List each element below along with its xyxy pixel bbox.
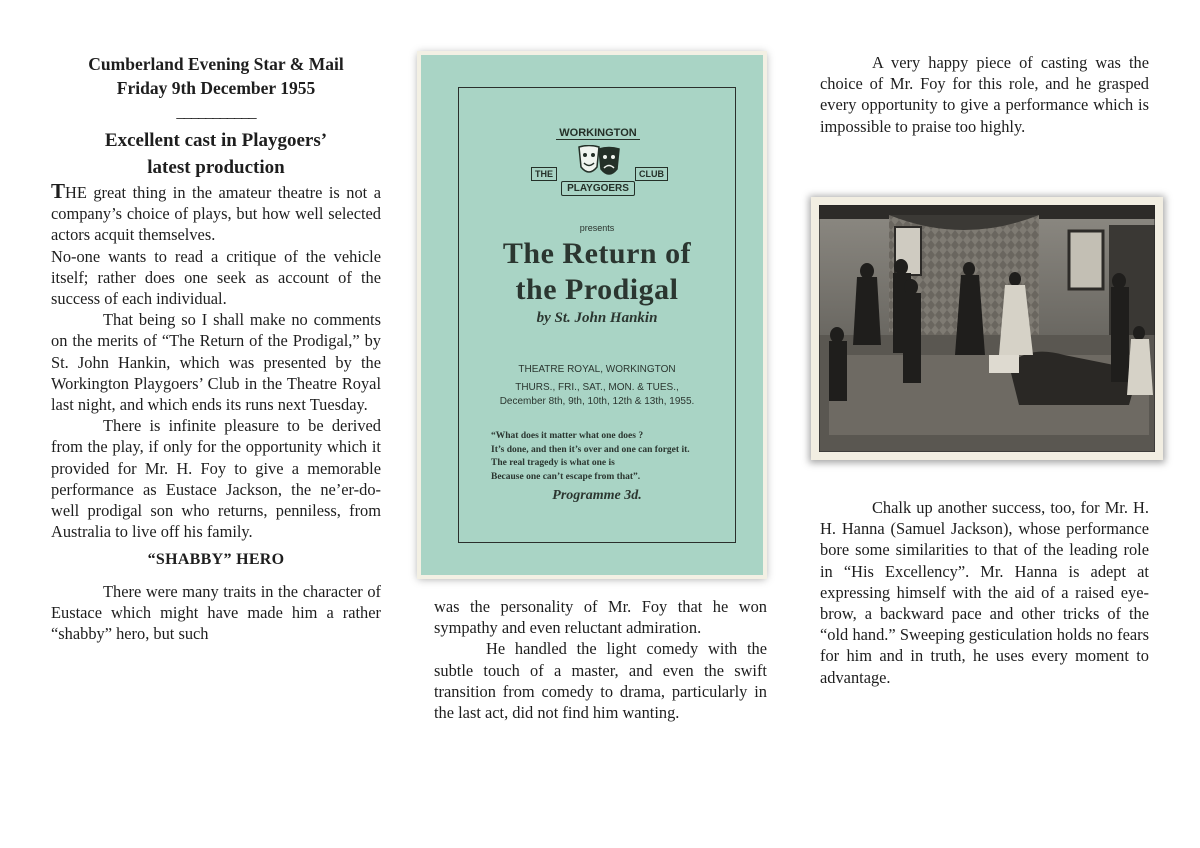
paragraph-7: He handled the light comedy with the subtle touch of a master, and even the swift transition from comedy to drama, particularly in the last act, did not find him wanting.	[434, 639, 767, 723]
programme-quote-line-3: The real tragedy is what one is	[491, 458, 615, 468]
article-column-3-top	[820, 52, 1149, 137]
programme-author: by St. John Hankin	[536, 310, 658, 326]
paragraph-4: There is infinite pleasure to be derived from the play, if only for the opportunity which it provided for Mr. H. Foy to give a memorable performance as Eustace Jackson, the ne’er-do-well prodigal son who returns, penniless, from Australia to live off his family.	[51, 416, 381, 542]
article-column-3-bottom	[820, 497, 1149, 688]
stage-production-photograph	[811, 197, 1163, 460]
programme-quote-line-1: “What does it matter what one does ?	[491, 431, 644, 441]
logo-the-text: THE	[531, 167, 557, 181]
programme-quote-line-2: It’s done, and then it’s over and one can forget it.	[491, 444, 690, 455]
logo-club-text: CLUB	[635, 167, 668, 181]
article-column-2	[434, 596, 767, 723]
playgoers-club-logo	[535, 125, 664, 223]
programme-border-frame	[458, 87, 736, 543]
programme-cover-image	[421, 55, 763, 575]
programme-title-line-1: The Return of	[502, 237, 692, 270]
programme-dates-line-2: December 8th, 9th, 10th, 12th & 13th, 1955.	[499, 396, 695, 407]
headline-line-1: Excellent cast in Playgoers’	[104, 130, 328, 151]
programme-title	[459, 236, 735, 308]
drop-cap: T	[51, 179, 66, 203]
programme-price: Programme 3d.	[552, 488, 642, 503]
programme-title-line-2: the Prodigal	[515, 273, 679, 306]
headline-line-2: latest production	[147, 157, 285, 178]
programme-quote	[491, 430, 721, 484]
programme-venue-dates	[459, 363, 735, 409]
paragraph-2: No-one wants to read a critique of the vehicle itself; rather does one seek as account of the success of each individual.	[51, 246, 381, 309]
paragraph-3: That being so I shall make no comments on the merits of “The Return of the Prodigal,” by St. John Hankin, which was presented by the Workington Playgoers’ Club in the Theatre Royal last night, and which ends its runs next Tuesday.	[51, 310, 381, 415]
article-column-1	[51, 52, 381, 644]
logo-workington-text: WORKINGTON	[556, 127, 640, 140]
paragraph-1-text: HE great thing in the amateur theatre is not a company’s choice of plays, but how well selected actors acquit themselves.	[51, 183, 381, 245]
logo-playgoers-text: PLAYGOERS	[561, 181, 635, 196]
separator-rule: ___________	[176, 102, 256, 121]
programme-dates-line-1: THURS., FRI., SAT., MON. & TUES.,	[515, 382, 679, 393]
paragraph-5: There were many traits in the character of Eustace which might have made him a rather “shabby” hero, but such	[51, 581, 381, 644]
paragraph-6: was the personality of Mr. Foy that he won sympathy and even reluctant admiration.	[434, 597, 767, 638]
paragraph-9: Chalk up another success, too, for Mr. H. H. Hanna (Samuel Jackson), whose performance bore some similarities to that of the leading role in “His Excellency”. Mr. Hanna is adept at expressing himself with the aid of a raised eye-brow, a backward pace and other tricks of the “old hand.” Sweeping gesticulation holds no fears for him and in truth, he uses every moment to advantage.	[820, 498, 1149, 687]
programme-presents: presents	[579, 223, 615, 233]
programme-venue: THEATRE ROYAL, WORKINGTON	[518, 364, 676, 375]
stage-scene-illustration	[819, 205, 1155, 452]
subheading-shabby-hero: “SHABBY” HERO	[147, 551, 285, 569]
theatre-masks-icon	[577, 145, 621, 179]
masthead-newspaper: Cumberland Evening Star & Mail	[88, 54, 344, 74]
paragraph-8: A very happy piece of casting was the choice of Mr. Foy for this role, and he grasped every opportunity to give a performance which is impossible to praise too highly.	[820, 53, 1149, 136]
programme-quote-line-4: Because one can’t escape from that”.	[491, 471, 641, 482]
masthead-date: Friday 9th December 1955	[116, 78, 316, 98]
paragraph-1	[51, 179, 381, 246]
